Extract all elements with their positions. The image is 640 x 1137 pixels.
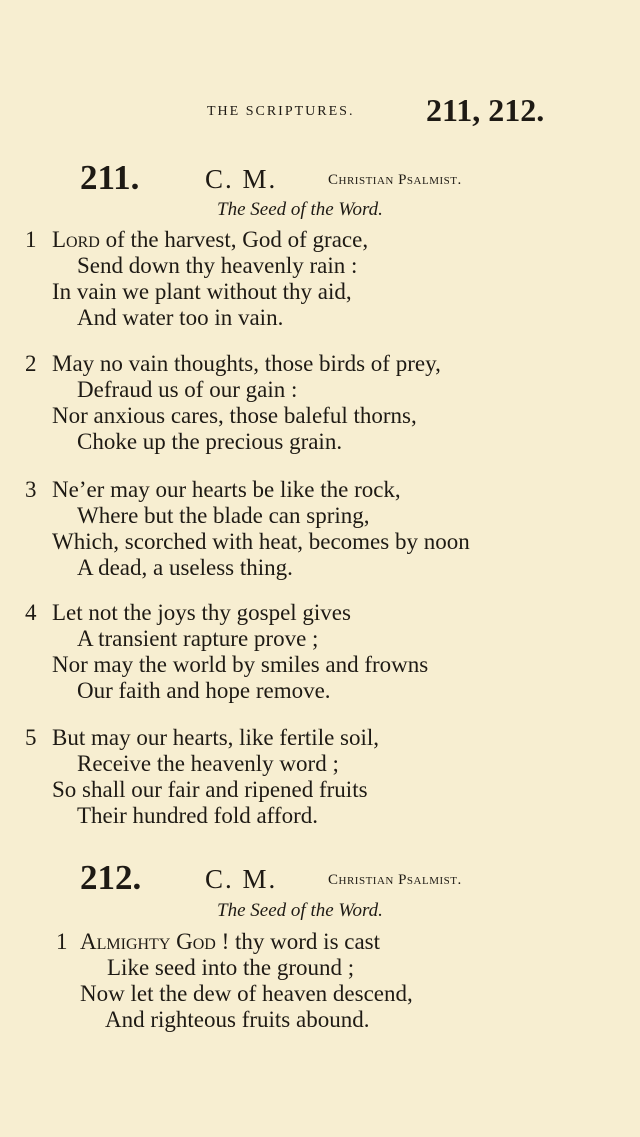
stanza-line: Now let the dew of heaven descend, (80, 981, 413, 1006)
stanza-line: Their hundred fold afford. (77, 803, 318, 828)
stanza-line: May no vain thoughts, those birds of prey, (52, 351, 441, 376)
stanza-line: A dead, a useless thing. (77, 555, 293, 580)
line-text: ! thy word is cast (215, 929, 381, 954)
hymn-meter: C. M. (205, 864, 278, 894)
hymn-meter: C. M. (205, 164, 278, 194)
stanza-line: Choke up the precious grain. (77, 429, 343, 454)
stanza-line: Like seed into the ground ; (107, 955, 355, 980)
stanza-line: So shall our fair and ripened fruits (52, 777, 368, 802)
running-head-numbers: 211, 212. (426, 92, 545, 128)
hymn-subtitle: The Seed of the Word. (217, 900, 383, 921)
stanza-line (52, 227, 368, 253)
stanza-line: Receive the heavenly word ; (77, 751, 339, 776)
stanza-line (80, 929, 380, 955)
stanza-line: Ne’er may our hearts be like the rock, (52, 477, 401, 502)
small-caps-word: Lord (52, 227, 100, 252)
stanza-number: 4 (25, 600, 37, 625)
hymn-211-header (0, 158, 640, 198)
hymn-source: Christian Psalmist. (328, 872, 462, 888)
hymn-source: Christian Psalmist. (328, 172, 462, 188)
stanza-number: 1 (25, 227, 37, 252)
stanza-line: Defraud us of our gain : (77, 377, 298, 402)
stanza-line: Where but the blade can spring, (77, 503, 370, 528)
stanza-line: A transient rapture prove ; (77, 626, 319, 651)
stanza-line: Nor may the world by smiles and frowns (52, 652, 429, 677)
small-caps-word: Almighty God (80, 929, 216, 954)
running-head (0, 92, 640, 132)
stanza-number: 3 (25, 477, 37, 502)
stanza-line: In vain we plant without thy aid, (52, 279, 352, 304)
stanza-number: 1 (56, 929, 68, 954)
hymn-212-header (0, 858, 640, 898)
stanza-line: Our faith and hope remove. (77, 678, 331, 703)
hymn-number: 211. (80, 158, 140, 197)
hymn-subtitle: The Seed of the Word. (217, 199, 383, 220)
stanza-line: And righteous fruits abound. (105, 1007, 370, 1032)
stanza-line: Send down thy heavenly rain : (77, 253, 358, 278)
stanza-line: But may our hearts, like fertile soil, (52, 725, 380, 750)
running-head-title: THE SCRIPTURES. (207, 104, 355, 119)
stanza-line: Which, scorched with heat, becomes by noon (52, 529, 470, 554)
stanza-line: Let not the joys thy gospel gives (52, 600, 351, 625)
stanza-number: 2 (25, 351, 37, 376)
hymn-number: 212. (80, 858, 142, 897)
stanza-line: Nor anxious cares, those baleful thorns, (52, 403, 417, 428)
stanza-line: And water too in vain. (77, 305, 284, 330)
line-text: of the harvest, God of grace, (99, 227, 369, 252)
stanza-number: 5 (25, 725, 37, 750)
